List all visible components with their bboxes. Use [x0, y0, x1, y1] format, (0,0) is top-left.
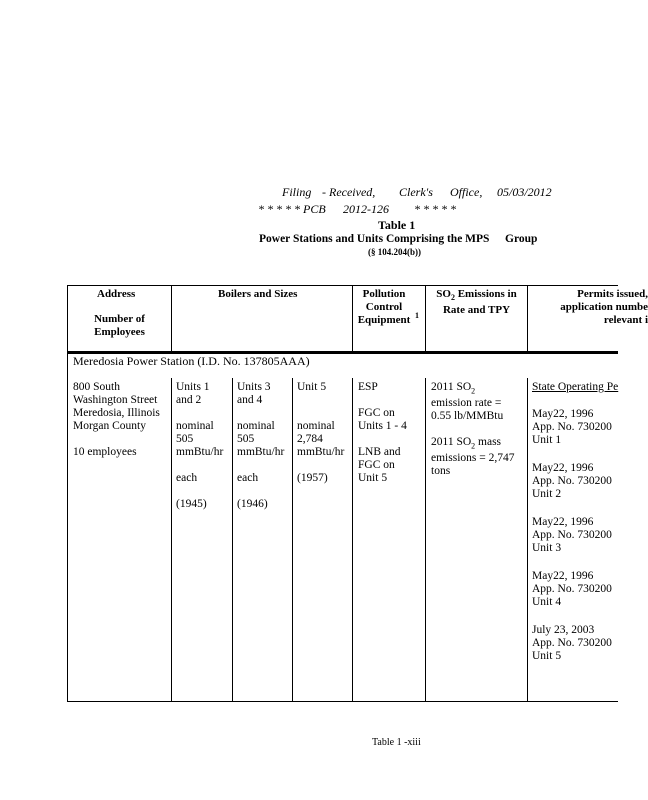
filing-stamp-office: Office, [450, 185, 483, 199]
col-divider-2 [232, 378, 233, 702]
cell-unit-5: Unit 5 nominal 2,784 mmBtu/hr (1957) [297, 381, 345, 484]
col-divider-5 [425, 378, 426, 702]
cell-permits-clip [528, 378, 618, 701]
permit-entry: May22, 1996 App. No. 730200 Unit 2 [532, 462, 612, 500]
filing-stamp-case: 2012-126 [343, 202, 389, 216]
header-address: Address [97, 288, 136, 300]
filing-stamp-stars: * * * * * [414, 202, 456, 216]
header-employees: Number of Employees [94, 313, 145, 338]
cell-units-3-4: Units 3 and 4 nominal 505 mmBtu/hr each (1946) [237, 381, 285, 510]
permit-entry: May22, 1996 App. No. 730200 Unit 1 [532, 408, 612, 446]
header-pollution: Pollution Control Equipment [357, 288, 411, 326]
filing-stamp-date: 05/03/2012 [497, 185, 552, 199]
table-caption-group: Group [505, 233, 538, 245]
col-divider-4 [352, 378, 353, 702]
cell-pollution-equipment: ESP FGC on Units 1 - 4 LNB and FGC on Unit 5 [358, 381, 407, 484]
header-permits-clip [528, 288, 648, 327]
cell-units-1-2: Units 1 and 2 nominal 505 mmBtu/hr each (1945) [176, 381, 224, 510]
header-boilers: Boilers and Sizes [218, 288, 298, 300]
header-so2: $SO_2$ Emissions in Rate and TPY [436, 288, 517, 317]
table-section-ref: (§ 104.204(b)) [368, 247, 421, 257]
page-footer: Table 1 -xiii [372, 737, 421, 748]
cell-so2-mass: 2011 $SO_2$ mass emissions = 2,747 tons [431, 436, 515, 478]
table-caption: Power Stations and Units Comprising the MPS [259, 233, 490, 245]
permit-entry: May22, 1996 App. No. 730200 Unit 4 [532, 570, 612, 608]
col-divider-3 [292, 378, 293, 702]
header-pollution-footnote: 1 [415, 311, 419, 320]
col-divider-1-header [171, 285, 172, 351]
table-left-border [67, 285, 68, 702]
permit-entry: July 23, 2003 App. No. 730200 Unit 5 [532, 624, 612, 662]
table-top-border [67, 285, 618, 286]
table-bottom-border [67, 701, 618, 702]
col-divider-1 [171, 378, 172, 702]
filing-stamp-word: Filing [282, 185, 312, 199]
cell-so2-rate: 2011 $SO_2$ emission rate = 0.55 lb/MMBtu [431, 381, 504, 423]
station-row-title: Meredosia Power Station (I.D. No. 137805AAA) [73, 354, 310, 368]
header-permits: Permits issued, application numbe relevant i [560, 288, 648, 326]
filing-stamp-clerks: Clerk's [399, 185, 433, 199]
permit-entry: May22, 1996 App. No. 730200 Unit 3 [532, 516, 612, 554]
filing-stamp-pcb: * * * * * PCB [258, 202, 326, 216]
table-number: Table 1 [378, 218, 416, 232]
permits-heading: State Operating Pe [532, 381, 619, 393]
filing-stamp-received: - Received, [322, 185, 376, 199]
cell-address: 800 South Washington Street Meredosia, Illinois Morgan County 10 employees [73, 381, 160, 458]
